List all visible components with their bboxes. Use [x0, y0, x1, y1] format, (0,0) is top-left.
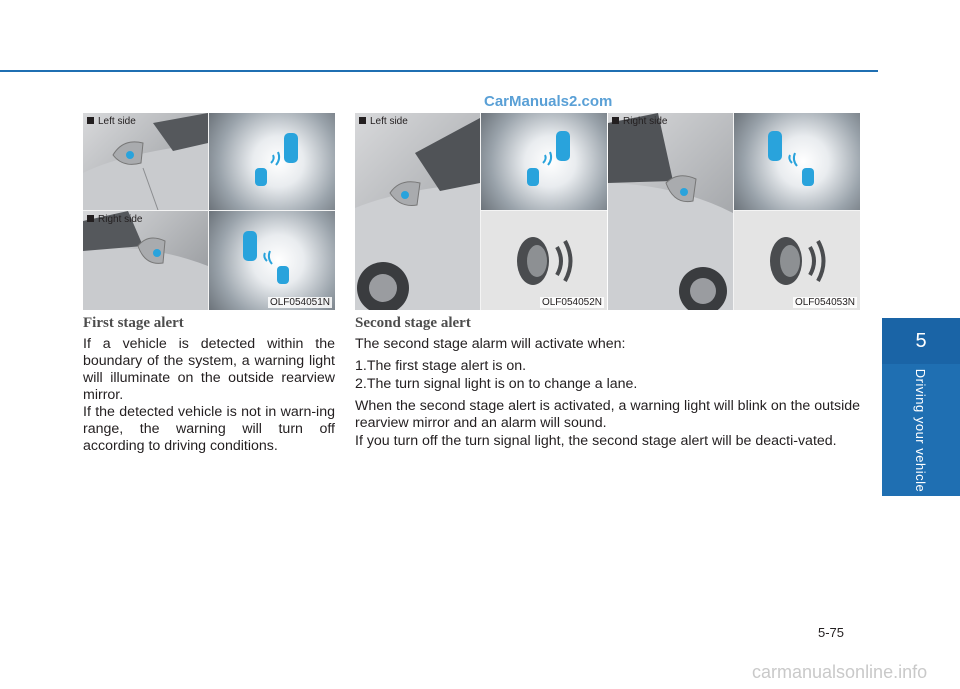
watermark-bottom: carmanualsonline.info [752, 662, 928, 682]
second-stage-paragraph-2: If you turn off the turn signal light, the second stage alert will be deacti-vated. [355, 433, 837, 449]
label-left-side: Left side [87, 116, 136, 127]
page-number: 5-75 [818, 625, 845, 640]
watermark-top: CarManuals2.com [484, 93, 613, 110]
chapter-tab [882, 318, 960, 496]
vehicle-detect-illustration [481, 113, 607, 210]
speaker-panel [481, 211, 607, 310]
figure-code: OLF054051N [269, 297, 330, 308]
car-side-left-photo [355, 113, 480, 310]
mirror-right-photo [83, 211, 208, 310]
second-stage-intro: The second stage alarm will activate when: [355, 336, 626, 352]
car-side-illustration [355, 113, 480, 310]
first-stage-paragraph-1: If a vehicle is detected within the boundary of the system, a warning light will illuminate on the outside rearview mirror. [83, 336, 335, 403]
chapter-number: 5 [882, 318, 960, 364]
label-right-side: Right side [612, 116, 667, 127]
second-stage-item-1: 1.The first stage alert is on. [355, 358, 527, 374]
vehicle-detect-illustration [734, 113, 860, 210]
vehicle-detect-illustration [209, 211, 335, 310]
second-stage-heading: Second stage alert [355, 315, 471, 331]
figure-second-stage-right [608, 113, 860, 310]
car-side-illustration [608, 113, 733, 310]
radar-panel-right [209, 211, 335, 310]
car-mirror-left-illustration [83, 113, 208, 210]
car-mirror-right-illustration [83, 211, 208, 310]
mirror-left-photo [83, 113, 208, 210]
figure-code: OLF054052N [541, 297, 602, 308]
car-side-right-photo [608, 113, 733, 310]
speaker-panel [734, 211, 860, 310]
figure-code: OLF054053N [794, 297, 855, 308]
second-stage-item-2: 2.The turn signal light is on to change a lane. [355, 376, 638, 392]
second-stage-paragraph-1: When the second stage alert is activated, a warning light will blink on the outside rearview mirror and an alarm will sound. [355, 398, 860, 431]
figure-first-stage [83, 113, 335, 310]
label-left-side: Left side [359, 116, 408, 127]
header-rule [0, 70, 878, 72]
chapter-title: Driving your vehicle [913, 368, 929, 492]
radar-panel [734, 113, 860, 210]
label-right-side: Right side [87, 214, 142, 225]
first-stage-paragraph-2: If the detected vehicle is not in warn-ing range, the warning will turn off according to driving conditions. [83, 404, 335, 454]
first-stage-heading: First stage alert [83, 315, 184, 331]
radar-panel-left [209, 113, 335, 210]
radar-panel [481, 113, 607, 210]
speaker-icon [734, 211, 860, 310]
speaker-icon [481, 211, 607, 310]
figure-second-stage-left [355, 113, 607, 310]
vehicle-detect-illustration [209, 113, 335, 210]
